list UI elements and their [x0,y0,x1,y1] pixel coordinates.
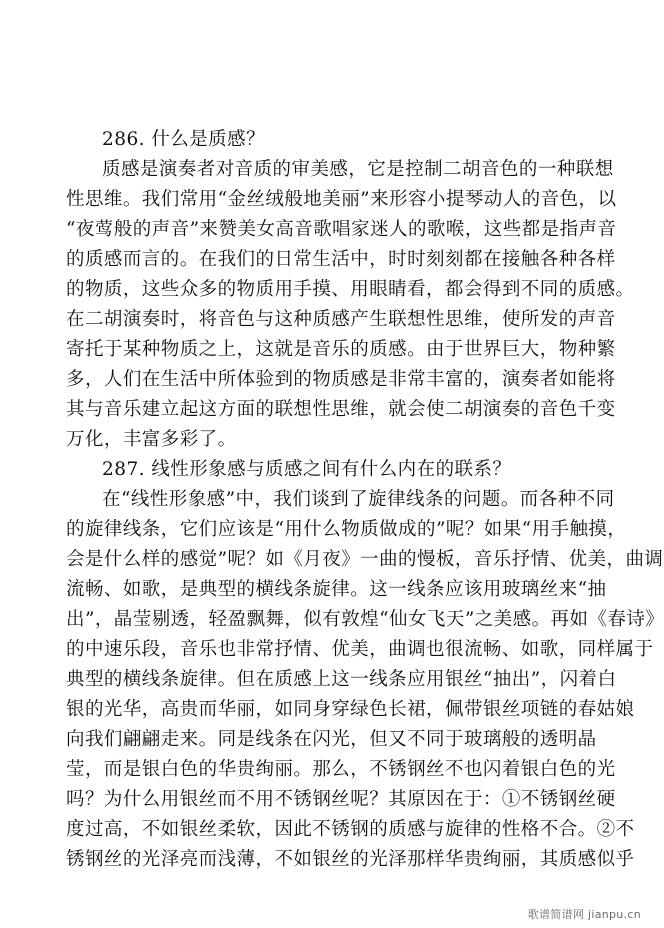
paragraph-line: 的质感而言的。在我们的日常生活中，时时刻刻都在接触各种各样 [66,249,616,270]
paragraph-line: 性思维。我们常用“金丝绒般地美丽”来形容小提琴动人的音色，以 [66,189,617,210]
paragraph-line: 的中速乐段，音乐也非常抒情、优美，曲调也很流畅、如歌，同样属于 [66,639,654,660]
paragraph-line: 莹，而是银白色的华贵绚丽。那么，不锈钢丝不也闪着银白色的光 [66,759,616,780]
question-286-heading: 286. 什么是质感？ [102,129,266,150]
paragraph-line: 在“线性形象感”中，我们谈到了旋律线条的问题。而各种不同 [102,489,615,510]
paragraph-line: 其与音乐建立起这方面的联想性思维，就会使二胡演奏的音色千变 [66,399,616,420]
paragraph-line: 吗？为什么用银丝而不用不锈钢丝呢？其原因在于：①不锈钢丝硬 [66,789,616,810]
site-watermark: 歌谱简谱网 jianpu.cn [527,908,641,921]
paragraph-line: 的旋律线条，它们应该是“用什么物质做成的”呢？如果“用手触摸， [66,519,627,540]
paragraph-line: 万化，丰富多彩了。 [66,429,237,450]
paragraph-line: 会是什么样的感觉”呢？如《月夜》一曲的慢板，音乐抒情、优美，曲调 [66,549,664,570]
paragraph-line: 锈钢丝的光泽亮而浅薄，不如银丝的光泽那样华贵绚丽，其质感似乎 [66,849,635,870]
paragraph-line: 流畅、如歌，是典型的横线条旋律。这一线条应该用玻璃丝来“抽 [66,579,607,600]
paragraph-line: 质感是演奏者对音质的审美感，它是控制二胡音色的一种联想 [102,159,614,180]
paragraph-line: 出”，晶莹剔透，轻盈飘舞，似有敦煌“仙女飞天”之美感。再如《春诗》 [66,609,664,630]
question-287-heading: 287. 线性形象感与质感之间有什么内在的联系？ [102,459,512,480]
paragraph-line: 的物质，这些众多的物质用手摸、用眼睛看，都会得到不同的质感。 [66,279,635,300]
paragraph-line: 典型的横线条旋律。但在质感上这一线条应用银丝“抽出”，闪着白 [66,669,617,690]
paragraph-line: 度过高，不如银丝柔软，因此不锈钢的质感与旋律的性格不合。②不 [66,819,635,840]
paragraph-line: 在二胡演奏时，将音色与这种质感产生联想性思维，使所发的声音 [66,309,616,330]
paragraph-line: 多，人们在生活中所体验到的物质感是非常丰富的，演奏者如能将 [66,369,616,390]
paragraph-line: 银的光华，高贵而华丽，如同身穿绿色长裙，佩带银丝项链的春姑娘 [66,699,635,720]
paragraph-line: “夜莺般的声音”来赞美女高音歌唱家迷人的歌喉，这些都是指声音 [66,219,617,240]
paragraph-line: 寄托于某种物质之上，这就是音乐的质感。由于世界巨大，物种繁 [66,339,616,360]
paragraph-line: 向我们翩翩走来。同是线条在闪光，但又不同于玻璃般的透明晶 [66,729,597,750]
